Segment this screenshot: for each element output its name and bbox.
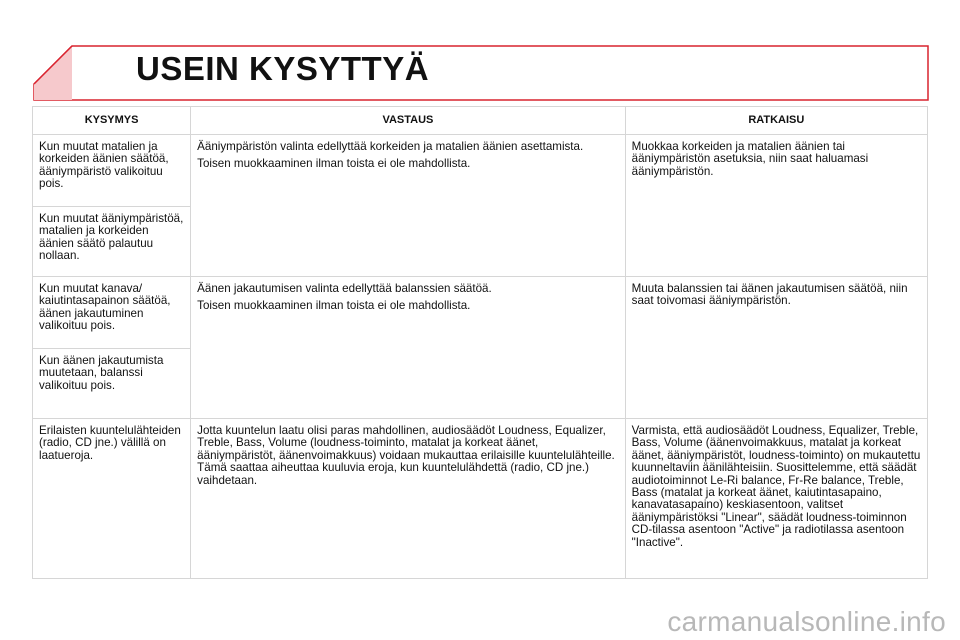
answer-text: Jotta kuuntelun laatu olisi paras mahdollinen, audiosäädöt Loudness, Equalizer, Treble, Bass, Volume (loudness-toiminto, matalat ja korkeat äänet, ääniympäristöt, äänenvoimakkuus) voidaan mukauttaa erilaisille kuuntelulähteille. Tämä saattaa aiheuttaa kuuluvia eroja, kun kuuntelulähdettä (radio, CD jne.) vaihdetaan. [197, 424, 615, 487]
answer-text: Toisen muokkaaminen ilman toista ei ole mahdollista. [197, 299, 471, 313]
solution-cell: Varmista, että audiosäädöt Loudness, Equalizer, Treble, Bass, Volume (äänenvoimakkuus, matalat ja korkeat äänet, ääniympäristöt, loudness-toiminto) on mukautettu kuunneltaviin äänilähteisiin. Suosittelemme, että säädät audiotoiminnot Le-Ri balance, Fr-Re balance, Treble, Bass (matalat ja korkeat äänet, kaiutintasapaino, kanavatasapaino) keskiasentoon, valitset ääniympäristöksi "Linear", säädät loudness-toiminnon CD-tilassa asentoon "Active" ja radiotilassa asentoon "Inactive". [625, 419, 927, 579]
question-cell: Kun muutat matalien ja korkeiden äänien säätöä, ääniympäristö valikoituu pois. [33, 135, 191, 207]
page-title: USEIN KYSYTTYÄ [136, 50, 430, 87]
table-header-row [33, 107, 928, 135]
answer-text: Ääniympäristön valinta edellyttää korkeiden ja matalien äänien asettamista. [197, 140, 584, 153]
answer-text: Toisen muokkaaminen ilman toista ei ole mahdollista. [197, 157, 471, 171]
question-cell: Kun muutat ääniympäristöä, matalien ja korkeiden äänien säätö palautuu nollaan. [33, 207, 191, 277]
answer-cell [191, 277, 625, 419]
question-cell: Erilaisten kuuntelulähteiden (radio, CD jne.) välillä on laatueroja. [33, 419, 191, 579]
header-question: KYSYMYS [33, 107, 191, 135]
table-row [33, 419, 928, 579]
table-row [33, 135, 928, 207]
header-solution: RATKAISU [625, 107, 927, 135]
answer-text: Äänen jakautumisen valinta edellyttää balanssien säätöä. [197, 282, 492, 295]
answer-cell [191, 419, 625, 579]
watermark-text: carmanualsonline.info [667, 606, 946, 637]
header-answer: VASTAUS [191, 107, 625, 135]
table-row [33, 277, 928, 349]
solution-cell: Muuta balanssien tai äänen jakautumisen säätöä, niin saat toivomasi ääniympäristön. [625, 277, 927, 419]
solution-cell: Muokkaa korkeiden ja matalien äänien tai ääniympäristön asetuksia, niin saat haluamasi ääniympäristön. [625, 135, 927, 277]
answer-cell [191, 135, 625, 277]
question-cell: Kun muutat kanava/ kaiutintasapainon säätöä, äänen jakautuminen valikoituu pois. [33, 277, 191, 349]
question-cell: Kun äänen jakautumista muutetaan, balanssi valikoituu pois. [33, 349, 191, 419]
faq-table [32, 106, 928, 579]
